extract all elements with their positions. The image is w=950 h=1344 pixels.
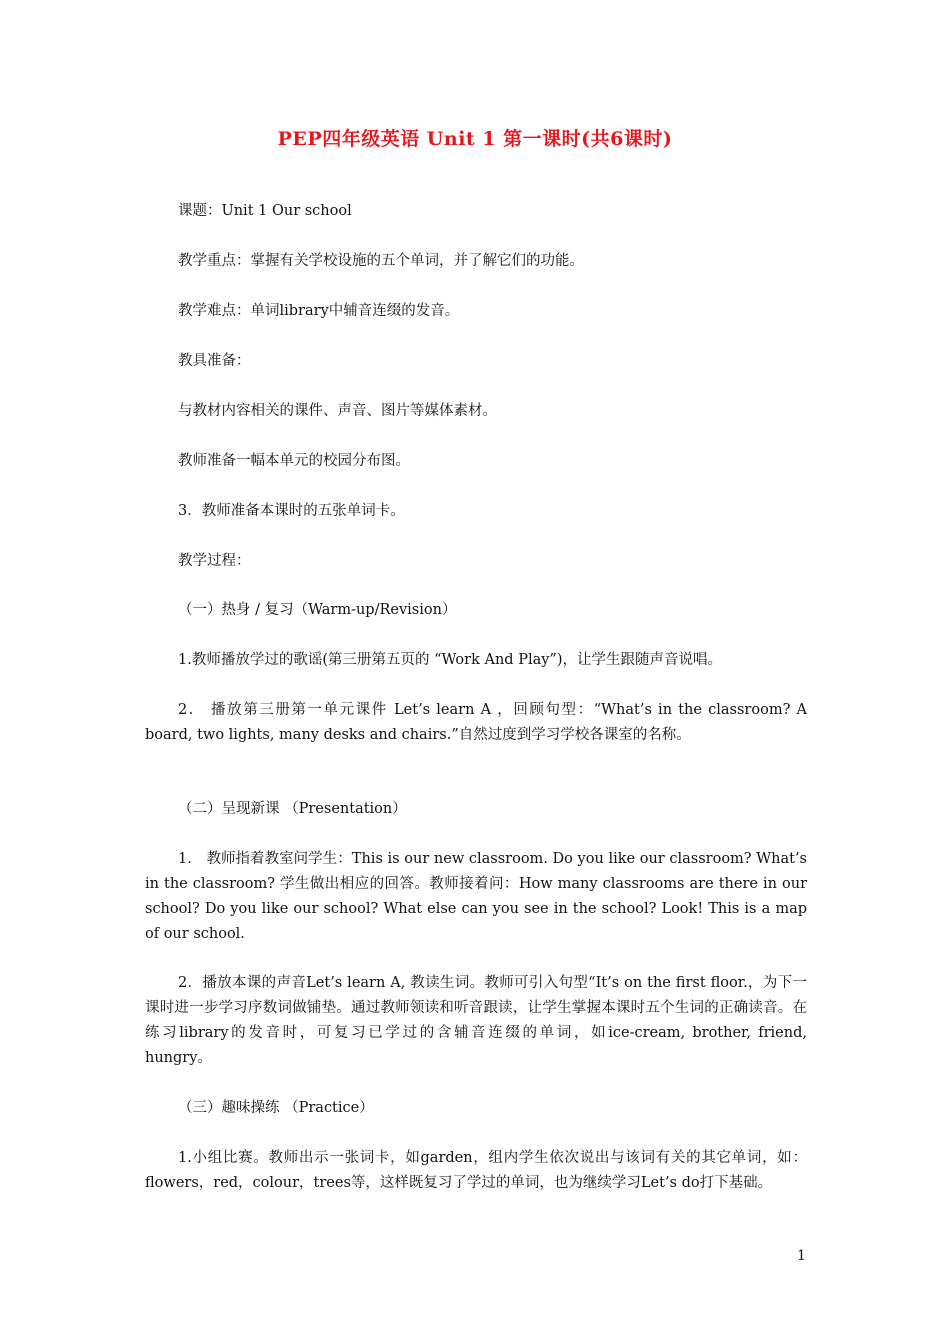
section-heading-warmup: （一）热身 / 复习（Warm-up/Revision） <box>178 602 457 618</box>
paragraph-warmup-2: 2． 播放第三册第一单元课件 Let’s learn A ，回顾句型：“What’s in the classroom? A board, two lights, many desks and chairs.”自然过度到学习学校各课室的名称。 <box>145 702 807 743</box>
page-number: 1 <box>797 1248 806 1264</box>
paragraph-presentation-2: 2．播放本课的声音Let’s learn A, 教读生词。教师可引入句型“It’s on the first floor.，为下一课时进一步学习序数词做铺垫。通过教师领读和听音跟读，让学生掌握本课时五个生词的正确读音。在练习library的发音时，可复习已学过的含辅音连缀的单词，如ice-cream, brother, friend, hungry。 <box>145 975 807 1066</box>
paragraph-topic: 课题：Unit 1 Our school <box>178 203 352 219</box>
paragraph-difficult-points: 教学难点：单词library中辅音连缀的发音。 <box>178 303 460 319</box>
paragraph-presentation-1: 1． 教师指着教室问学生：This is our new classroom. Do you like our classroom? What’s in the classroom? 学生做出相应的回答。教师接着问：How many classrooms are there in our school? Do you like our school? What else can you see in the school? Look! This is a map of our school. <box>145 851 807 942</box>
paragraph-practice-1: 1.小组比赛。教师出示一张词卡，如garden，组内学生依次说出与该词有关的其它单词，如：flowers，red，colour，trees等，这样既复习了学过的单词，也为继续学习Let’s do打下基础。 <box>145 1150 807 1191</box>
paragraph-warmup-1: 1.教师播放学过的歌谣(第三册第五页的 “Work And Play”)，让学生跟随声音说唱。 <box>178 652 722 668</box>
section-heading-practice: （三）趣味操练 （Practice） <box>178 1100 374 1116</box>
document-title: PEP四年级英语 Unit 1 第一课时(共6课时) <box>277 128 673 150</box>
paragraph-key-points: 教学重点：掌握有关学校设施的五个单词，并了解它们的功能。 <box>178 253 584 269</box>
section-heading-presentation: （二）呈现新课 （Presentation） <box>178 801 407 817</box>
paragraph-materials-2: 教师准备一幅本单元的校园分布图。 <box>178 453 410 469</box>
paragraph-materials-1: 与教材内容相关的课件、声音、图片等媒体素材。 <box>178 403 497 419</box>
paragraph-process-heading: 教学过程： <box>178 553 251 569</box>
paragraph-materials-heading: 教具准备： <box>178 353 251 369</box>
paragraph-materials-3: 3．教师准备本课时的五张单词卡。 <box>178 503 405 519</box>
